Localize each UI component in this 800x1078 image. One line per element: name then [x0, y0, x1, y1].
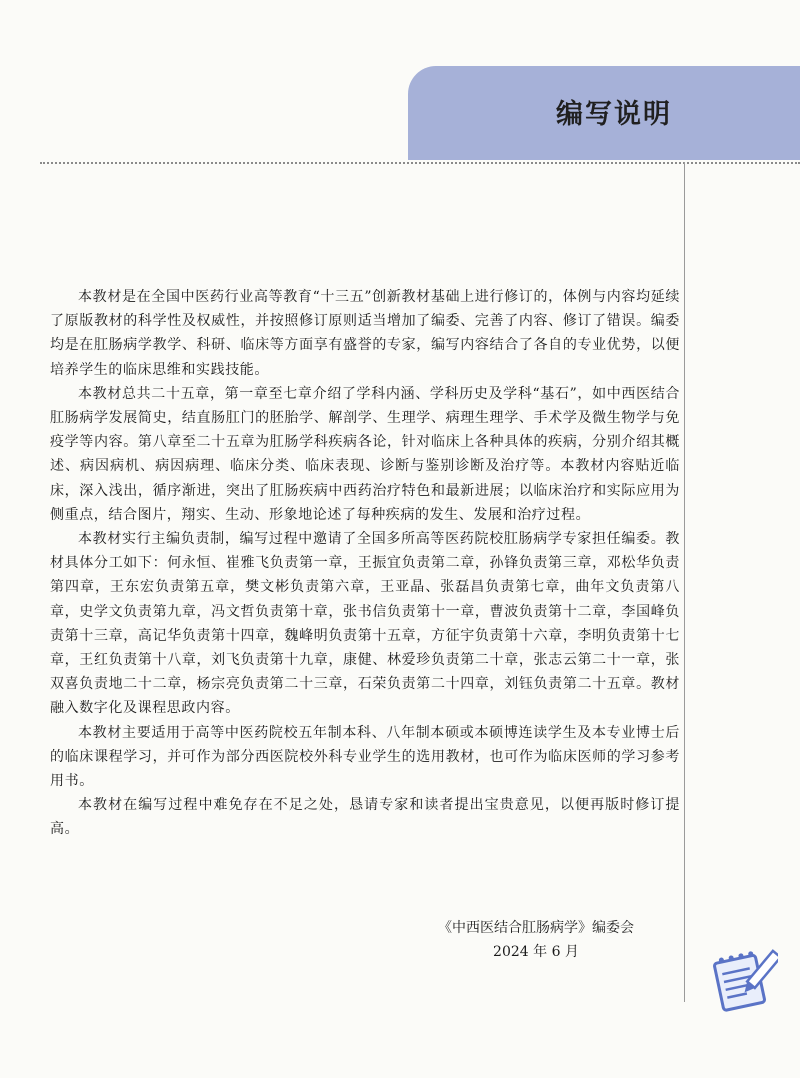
paragraph-purpose: 本教材是在全国中医药行业高等教育“十三五”创新教材基础上进行修订的，体例与内容均延续了原版教材的科学性及权威性，并按照修订原则适当增加了编委、完善了内容、修订了错误。编委均是在肛肠病学教学、科研、临床等方面享有盛誉的专家，编写内容结合了各自的专业优势，以便培养学生的临床思维和实践技能。: [50, 289, 680, 378]
paragraph-authors: 本教材实行主编负责制，编写过程中邀请了全国多所高等医药院校肛肠病学专家担任编委。教材具体分工如下：何永恒、崔雅飞负责第一章，王振宜负责第二章，孙锋负责第三章，邓松华负责第四章，王东宏负责第五章，樊文彬负责第六章，王亚晶、张磊昌负责第七章，曲年文负责第八章，史学文负责第九章，冯文哲负责第十章，张书信负责第十一章，曹波负责第十二章，李国峰负责第十三章，高记华负责第十四章，魏峰明负责第十五章，方征宇负责第十六章，李明负责第十七章，王红负责第十八章，刘飞负责第十九章，康健、林爱珍负责第二十章，张志云第二十一章，张双喜负责地二十二章，杨宗亮负责第二十三章，石荣负责第二十四章，刘钰负责第二十五章。教材融入数字化及课程思政内容。: [50, 531, 680, 717]
page-title: 编写说明: [556, 99, 672, 130]
editorial-committee: 《中西医结合肛肠病学》编委会: [438, 920, 634, 936]
notebook-pencil-icon: [708, 944, 778, 1014]
publication-date: 2024 年 6 月: [493, 944, 579, 960]
paragraph-structure: 本教材总共二十五章，第一章至七章介绍了学科内涵、学科历史及学科“基石”，如中西医结合肛肠病学发展简史，结直肠肛门的胚胎学、解剖学、生理学、病理生理学、手术学及微生物学与免疫学等内容。第八章至二十五章为肛肠学科疾病各论，针对临床上各种具体的疾病，分别介绍其概述、病因病机、病因病理、临床分类、临床表现、诊断与鉴别诊断及治疗等。本教材内容贴近临床，深入浅出，循序渐进，突出了肛肠疾病中西药治疗特色和最新进展；以临床治疗和实际应用为侧重点，结合图片，翔实、生动、形象地论述了每种疾病的发生、发展和治疗过程。: [50, 385, 680, 523]
paragraph-feedback: 本教材在编写过程中难免存在不足之处，恳请专家和读者提出宝贵意见，以便再版时修订提高。: [50, 797, 680, 838]
margin-rule: [684, 162, 685, 1002]
preface-body: [50, 285, 684, 842]
paragraph-audience: 本教材主要适用于高等中医药院校五年制本科、八年制本硕或本硕博连读学生及本专业博士后的临床课程学习，并可作为部分西医院校外科专业学生的选用教材，也可作为临床医师的学习参考用书。: [50, 724, 680, 790]
signature-block: [388, 916, 684, 964]
header-divider: [40, 162, 800, 164]
